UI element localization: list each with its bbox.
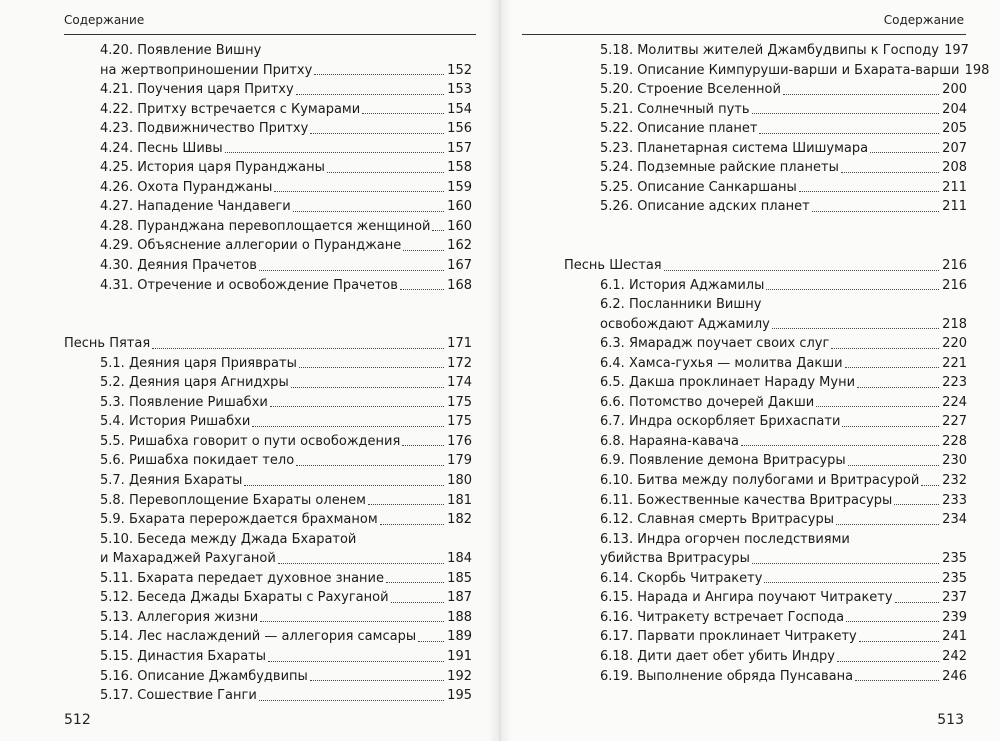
toc-entry: [564, 569, 967, 589]
toc-entry: [64, 530, 472, 550]
dot-leader: [270, 406, 444, 407]
dot-leader: [310, 133, 444, 134]
page-number: 512: [64, 712, 91, 728]
toc-entry-page: 235: [942, 551, 967, 567]
dot-leader: [225, 152, 444, 153]
toc-entry-page: 192: [447, 668, 472, 684]
toc-entry-title: и Махараджей Рахуганой: [100, 551, 276, 567]
toc-entry-title: 5.9. Бхарата перерождается брахманом: [100, 512, 378, 528]
toc-entry-title: 6.4. Хамса-гухья — молитва Дакши: [600, 355, 843, 371]
toc-entry: [64, 471, 472, 491]
toc-entry-page: 188: [447, 609, 472, 625]
toc-entry: [64, 100, 472, 120]
toc-entry: [64, 491, 472, 511]
toc-entry-title: 5.21. Солнечный путь: [600, 101, 750, 117]
dot-leader: [846, 621, 939, 622]
toc-entry: [64, 510, 472, 530]
header-rule: [64, 34, 476, 35]
running-head: Содержание: [64, 13, 145, 27]
toc-entry: [564, 393, 967, 413]
dot-leader: [296, 94, 444, 95]
toc-entry-page: 216: [942, 258, 967, 274]
toc-entry-page: 235: [942, 570, 967, 586]
toc-entry-page: 152: [447, 62, 472, 78]
toc-entry-page: 184: [447, 551, 472, 567]
toc-entry-title: 6.12. Славная смерть Вритрасуры: [600, 512, 834, 528]
toc-entry-title: 5.4. История Ришабхи: [100, 414, 251, 430]
dot-leader: [855, 680, 939, 681]
dot-leader: [870, 152, 939, 153]
toc-entry: [64, 549, 472, 569]
toc-entry-title: 6.19. Выполнение обряда Пунсавана: [600, 668, 854, 684]
toc-entry-title: 6.2. Посланники Вишну: [600, 297, 762, 313]
toc-entry-title: 4.23. Подвижничество Притху: [100, 121, 309, 137]
toc-spacer: [64, 315, 472, 335]
dot-leader: [310, 680, 444, 681]
toc-entry-title: 4.20. Появление Вишну: [100, 43, 262, 58]
toc-entry-page: 205: [942, 121, 967, 137]
toc-entry-page: 234: [942, 512, 967, 528]
toc-entry-title: 6.6. Потомство дочерей Дакши: [600, 394, 815, 410]
toc-entry: [64, 569, 472, 589]
toc-spacer: [564, 217, 967, 237]
toc-entry-page: 171: [447, 336, 472, 352]
toc-entry-title: на жертвоприношении Притху: [100, 62, 313, 78]
dot-leader: [664, 270, 939, 271]
toc-entry-page: 160: [447, 218, 472, 234]
dot-leader: [259, 700, 444, 701]
toc-entry: [64, 627, 472, 647]
toc-entry-page: 175: [447, 394, 472, 410]
toc-entry-title: 5.7. Деяния Бхараты: [100, 473, 243, 489]
toc-entry-title: 5.26. Описание адских планет: [600, 199, 810, 215]
dot-leader: [362, 113, 444, 114]
toc-entry-title: 6.13. Индра огорчен последствиями: [600, 531, 850, 547]
toc-entry-title: 5.23. Планетарная система Шишумара: [600, 140, 869, 156]
dot-leader: [327, 172, 444, 173]
toc-entry: [564, 354, 967, 374]
toc-entry-page: 154: [447, 101, 472, 117]
toc-entry: [64, 276, 472, 296]
toc-entry: [64, 608, 472, 628]
table-of-contents: [564, 41, 990, 686]
running-head: Содержание: [883, 13, 964, 27]
toc-entry-title: 5.12. Беседа Джады Бхараты с Рахуганой: [100, 590, 389, 606]
toc-entry-title: 5.3. Появление Ришабхи: [100, 394, 268, 410]
dot-leader: [816, 406, 939, 407]
toc-entry: [564, 451, 967, 471]
toc-entry: [564, 41, 967, 61]
toc-entry: [564, 315, 967, 335]
toc-entry-title: 6.15. Нарада и Ангира поучают Читракету: [600, 590, 893, 606]
dot-leader: [837, 661, 939, 662]
toc-entry: [64, 451, 472, 471]
toc-entry-title: 6.5. Дакша проклинает Нараду Муни: [600, 375, 856, 391]
toc-entry-page: 241: [942, 629, 967, 645]
toc-entry-title: 4.31. Отречение и освобождение Прачетов: [100, 277, 398, 293]
toc-entry-title: 5.5. Ришабха говорит о пути освобождения: [100, 433, 401, 449]
toc-entry-page: 218: [942, 316, 967, 332]
toc-entry-page: 221: [942, 355, 967, 371]
dot-leader: [296, 465, 444, 466]
toc-entry-page: 182: [447, 512, 472, 528]
toc-entry-title: 6.7. Индра оскорбляет Брихаспати: [600, 414, 841, 430]
toc-entry-page: 200: [942, 82, 967, 98]
toc-entry-title: 5.16. Описание Джамбудвипы: [100, 668, 308, 684]
toc-entry-title: 5.18. Молитвы жителей Джамбудвипы к Господу: [600, 43, 939, 58]
toc-entry: [564, 295, 967, 315]
dot-leader: [259, 270, 444, 271]
toc-entry-title: 4.28. Пуранджана перевоплощается женщиной: [100, 218, 431, 234]
toc-entry-title: 5.17. Сошествие Ганги: [100, 688, 257, 704]
dot-leader: [291, 387, 444, 388]
toc-entry-page: 233: [942, 492, 967, 508]
dot-leader: [841, 172, 939, 173]
toc-entry-title: 6.8. Нараяна-кавача: [600, 433, 739, 449]
toc-entry-title: 5.25. Описание Санкаршаны: [600, 179, 797, 195]
toc-entry-page: 211: [942, 179, 967, 195]
toc-entry-title: 5.6. Ришабха покидает тело: [100, 453, 295, 469]
toc-entry-title: 4.25. История царя Пуранджаны: [100, 160, 325, 176]
toc-entry: [64, 588, 472, 608]
dot-leader: [842, 426, 939, 427]
dot-leader: [391, 602, 444, 603]
toc-entry-page: 237: [942, 590, 967, 606]
toc-entry: [564, 549, 967, 569]
dot-leader: [845, 367, 939, 368]
toc-entry-page: 179: [447, 453, 472, 469]
toc-entry-page: 195: [447, 688, 472, 704]
toc-entry-page: 224: [942, 394, 967, 410]
toc-entry-page: 242: [942, 648, 967, 664]
dot-leader: [752, 563, 939, 564]
dot-leader: [895, 602, 939, 603]
toc-entry: [564, 139, 967, 159]
dot-leader: [783, 94, 939, 95]
toc-entry-title: 6.17. Парвати проклинает Читракету: [600, 629, 857, 645]
toc-entry-page: 211: [942, 199, 967, 215]
toc-entry: [564, 588, 967, 608]
toc-entry-title: 4.27. Нападение Чандавеги: [100, 199, 291, 215]
toc-entry-title: 5.2. Деяния царя Агнидхры: [100, 375, 289, 391]
dot-leader: [244, 485, 444, 486]
dot-leader: [386, 582, 444, 583]
toc-entry-page: 228: [942, 433, 967, 449]
toc-entry: [564, 276, 967, 296]
toc-entry-page: 207: [942, 140, 967, 156]
toc-entry-title: 6.10. Битва между полубогами и Вритрасурой: [600, 473, 920, 489]
dot-leader: [314, 74, 444, 75]
toc-entry-title: 6.3. Ямарадж поучает своих слуг: [600, 336, 830, 352]
toc-entry: [564, 100, 967, 120]
toc-entry: [64, 178, 472, 198]
dot-leader: [741, 445, 939, 446]
toc-entry-title: убийства Вритрасуры: [600, 551, 750, 567]
toc-entry-page: 220: [942, 336, 967, 352]
toc-entry: [564, 432, 967, 452]
toc-entry-title: 6.18. Дити дает обет убить Индру: [600, 648, 835, 664]
toc-entry-page: 232: [942, 473, 967, 489]
dot-leader: [260, 621, 444, 622]
toc-entry-title: 5.11. Бхарата передает духовное знание: [100, 570, 384, 586]
toc-entry: [564, 373, 967, 393]
dot-leader: [400, 289, 444, 290]
toc-entry-page: 156: [447, 121, 472, 137]
dot-leader: [380, 524, 444, 525]
toc-entry-page: 159: [447, 179, 472, 195]
toc-entry: [64, 217, 472, 237]
toc-entry: [564, 119, 967, 139]
toc-entry-title: освобождают Аджамилу: [600, 316, 770, 332]
toc-entry-page: 160: [447, 199, 472, 215]
toc-entry-title: 5.24. Подземные райские планеты: [600, 160, 839, 176]
toc-entry-page: 191: [447, 648, 472, 664]
dot-leader: [831, 348, 939, 349]
toc-entry-page: 204: [942, 101, 967, 117]
toc-entry: [64, 139, 472, 159]
toc-entry-page: 223: [942, 375, 967, 391]
toc-entry: [564, 608, 967, 628]
toc-entry-title: 6.1. История Аджамилы: [600, 277, 765, 293]
toc-entry-title: 5.14. Лес наслаждений — аллегория самсары: [100, 629, 417, 645]
toc-entry-page: 172: [447, 355, 472, 371]
toc-entry-title: Песнь Шестая: [564, 258, 662, 274]
toc-entry-page: 216: [942, 277, 967, 293]
toc-entry: [564, 530, 967, 550]
toc-entry-page: 239: [942, 609, 967, 625]
toc-entry-page: 185: [447, 570, 472, 586]
toc-entry: [564, 471, 967, 491]
toc-entry-page: 158: [447, 160, 472, 176]
dot-leader: [812, 211, 939, 212]
dot-leader: [836, 524, 939, 525]
toc-entry: [564, 647, 967, 667]
toc-entry-title: 4.24. Песнь Шивы: [100, 140, 223, 156]
toc-entry-title: 5.19. Описание Кимпуруши-варши и Бхарата-варши: [600, 62, 960, 78]
toc-entry: [64, 197, 472, 217]
toc-entry-title: 5.1. Деяния царя Приявраты: [100, 355, 297, 371]
dot-leader: [759, 133, 939, 134]
dot-leader: [766, 289, 939, 290]
toc-entry-page: 175: [447, 414, 472, 430]
toc-spacer: [64, 295, 472, 315]
toc-entry: [64, 354, 472, 374]
toc-entry-page: 167: [447, 258, 472, 274]
toc-entry-title: 5.20. Строение Вселенной: [600, 82, 781, 98]
toc-entry: [564, 491, 967, 511]
toc-entry-title: 5.15. Династия Бхараты: [100, 648, 267, 664]
toc-entry-title: 5.8. Перевоплощение Бхараты оленем: [100, 492, 366, 508]
dot-leader: [268, 661, 444, 662]
toc-entry: [64, 61, 472, 81]
dot-leader: [859, 641, 939, 642]
page-number: 513: [937, 712, 964, 728]
toc-entry-title: 4.22. Притху встречается с Кумарами: [100, 101, 361, 117]
toc-entry: [64, 119, 472, 139]
toc-entry: [564, 197, 967, 217]
toc-entry-page: 153: [447, 82, 472, 98]
toc-entry-page: 230: [942, 453, 967, 469]
dot-leader: [418, 641, 444, 642]
toc-entry-title: 6.16. Читракету встречает Господа: [600, 609, 845, 625]
dot-leader: [278, 563, 444, 564]
toc-entry-page: 187: [447, 590, 472, 606]
toc-entry-page: 208: [942, 160, 967, 176]
dot-leader: [403, 250, 444, 251]
right-page: [500, 0, 1000, 741]
toc-entry-title: 6.14. Скорбь Читракету: [600, 570, 763, 586]
dot-leader: [402, 445, 444, 446]
dot-leader: [857, 387, 939, 388]
toc-entry: [64, 236, 472, 256]
toc-entry-page: 189: [447, 629, 472, 645]
toc-entry-title: 4.26. Охота Пуранджаны: [100, 179, 273, 195]
toc-spacer: [564, 236, 967, 256]
toc-entry: [564, 627, 967, 647]
toc-entry-page: 180: [447, 473, 472, 489]
toc-entry: [64, 80, 472, 100]
toc-entry: [64, 393, 472, 413]
dot-leader: [152, 348, 444, 349]
toc-entry-page: 157: [447, 140, 472, 156]
toc-entry: [564, 412, 967, 432]
toc-entry-page: 181: [447, 492, 472, 508]
toc-entry-title: 5.10. Беседа между Джада Бхаратой: [100, 531, 357, 547]
dot-leader: [799, 191, 939, 192]
toc-entry-title: 4.29. Объяснение аллегории о Пуранджане: [100, 238, 402, 254]
toc-part-heading: [64, 334, 472, 354]
toc-entry: [564, 334, 967, 354]
dot-leader: [432, 230, 444, 231]
header-rule: [522, 34, 966, 35]
toc-entry-title: 4.30. Деяния Прачетов: [100, 258, 257, 274]
toc-entry-page: 174: [447, 375, 472, 391]
toc-entry: [64, 158, 472, 178]
toc-entry: [564, 178, 967, 198]
toc-entry-page: 162: [447, 238, 472, 254]
toc-entry: [64, 41, 472, 61]
toc-entry: [64, 686, 472, 706]
table-of-contents: [64, 41, 472, 706]
dot-leader: [894, 504, 939, 505]
toc-entry: [64, 647, 472, 667]
toc-entry-page: 198: [964, 62, 990, 78]
dot-leader: [921, 485, 939, 486]
dot-leader: [848, 465, 939, 466]
dot-leader: [368, 504, 444, 505]
dot-leader: [252, 426, 444, 427]
toc-entry-title: 5.13. Аллегория жизни: [100, 609, 259, 625]
dot-leader: [299, 367, 444, 368]
toc-entry: [564, 510, 967, 530]
toc-entry-title: 4.21. Поучения царя Притху: [100, 82, 294, 98]
toc-entry: [564, 80, 967, 100]
toc-entry: [64, 373, 472, 393]
toc-entry-page: 197: [944, 43, 969, 58]
toc-entry: [64, 667, 472, 687]
dot-leader: [274, 191, 444, 192]
toc-entry-title: 5.22. Описание планет: [600, 121, 758, 137]
toc-part-heading: [564, 256, 967, 276]
toc-entry-page: 176: [447, 433, 472, 449]
toc-entry: [64, 412, 472, 432]
toc-entry-title: 6.11. Божественные качества Вритрасуры: [600, 492, 893, 508]
toc-entry-page: 168: [447, 277, 472, 293]
dot-leader: [752, 113, 940, 114]
toc-entry-page: 227: [942, 414, 967, 430]
toc-entry-page: 246: [942, 668, 967, 684]
book-gutter: [488, 0, 512, 741]
dot-leader: [293, 211, 444, 212]
dot-leader: [772, 328, 939, 329]
toc-entry-title: 6.9. Появление демона Вритрасуры: [600, 453, 846, 469]
toc-entry: [564, 61, 990, 81]
toc-entry: [564, 158, 967, 178]
toc-entry: [564, 667, 967, 687]
toc-entry: [64, 432, 472, 452]
toc-entry-title: Песнь Пятая: [64, 336, 151, 352]
dot-leader: [764, 582, 939, 583]
toc-entry: [64, 256, 472, 276]
